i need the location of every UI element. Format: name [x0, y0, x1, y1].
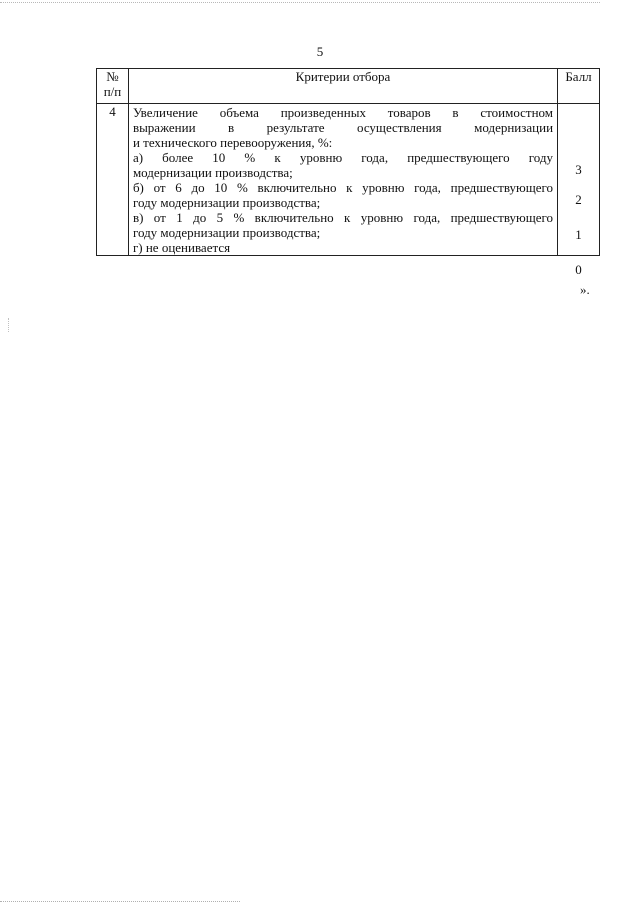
criteria-option-d: г) не оценивается	[132, 240, 231, 255]
scan-artifact-top	[0, 2, 600, 4]
criteria-option-b: б) от 6 до 10 % включительно к уровню года, предшествующего	[132, 180, 554, 195]
header-number-symbol: №	[106, 69, 119, 84]
criteria-option-c: в) от 1 до 5 % включительно к уровню года, предшествующего	[132, 210, 554, 225]
scan-artifact-bottom	[0, 901, 240, 903]
criteria-option-b-cont: году модернизации производства;	[132, 195, 321, 210]
criteria-intro-line: Увеличение объема произведенных товаров в стоимостном	[132, 105, 554, 120]
header-number	[97, 69, 129, 104]
table-row	[97, 104, 600, 256]
criteria-intro-line: выражении в результате осуществления модернизации	[132, 120, 554, 135]
criteria-intro-line: и технического перевооружения, %:	[132, 135, 333, 150]
score-option-b: 2	[575, 192, 582, 207]
header-score: Балл	[558, 69, 600, 104]
page-number: 5	[316, 44, 324, 59]
closing-quote: ».	[580, 282, 590, 297]
score-option-a: 3	[575, 162, 582, 177]
score-option-c: 1	[575, 227, 582, 242]
header-number-abbrev: п/п	[103, 84, 122, 99]
scan-artifact-left	[8, 318, 10, 332]
criteria-table	[96, 68, 600, 277]
criteria-option-a: а) более 10 % к уровню года, предшествующего году	[132, 150, 554, 165]
row-criteria	[128, 104, 557, 256]
row-number: 4	[97, 104, 129, 256]
criteria-option-c-cont: году модернизации производства;	[132, 225, 321, 240]
table-header-row	[97, 69, 600, 104]
header-criteria: Критерии отбора	[128, 69, 557, 104]
row-score	[558, 104, 600, 277]
score-option-d: 0	[575, 262, 582, 277]
criteria-option-a-cont: модернизации производства;	[132, 165, 293, 180]
